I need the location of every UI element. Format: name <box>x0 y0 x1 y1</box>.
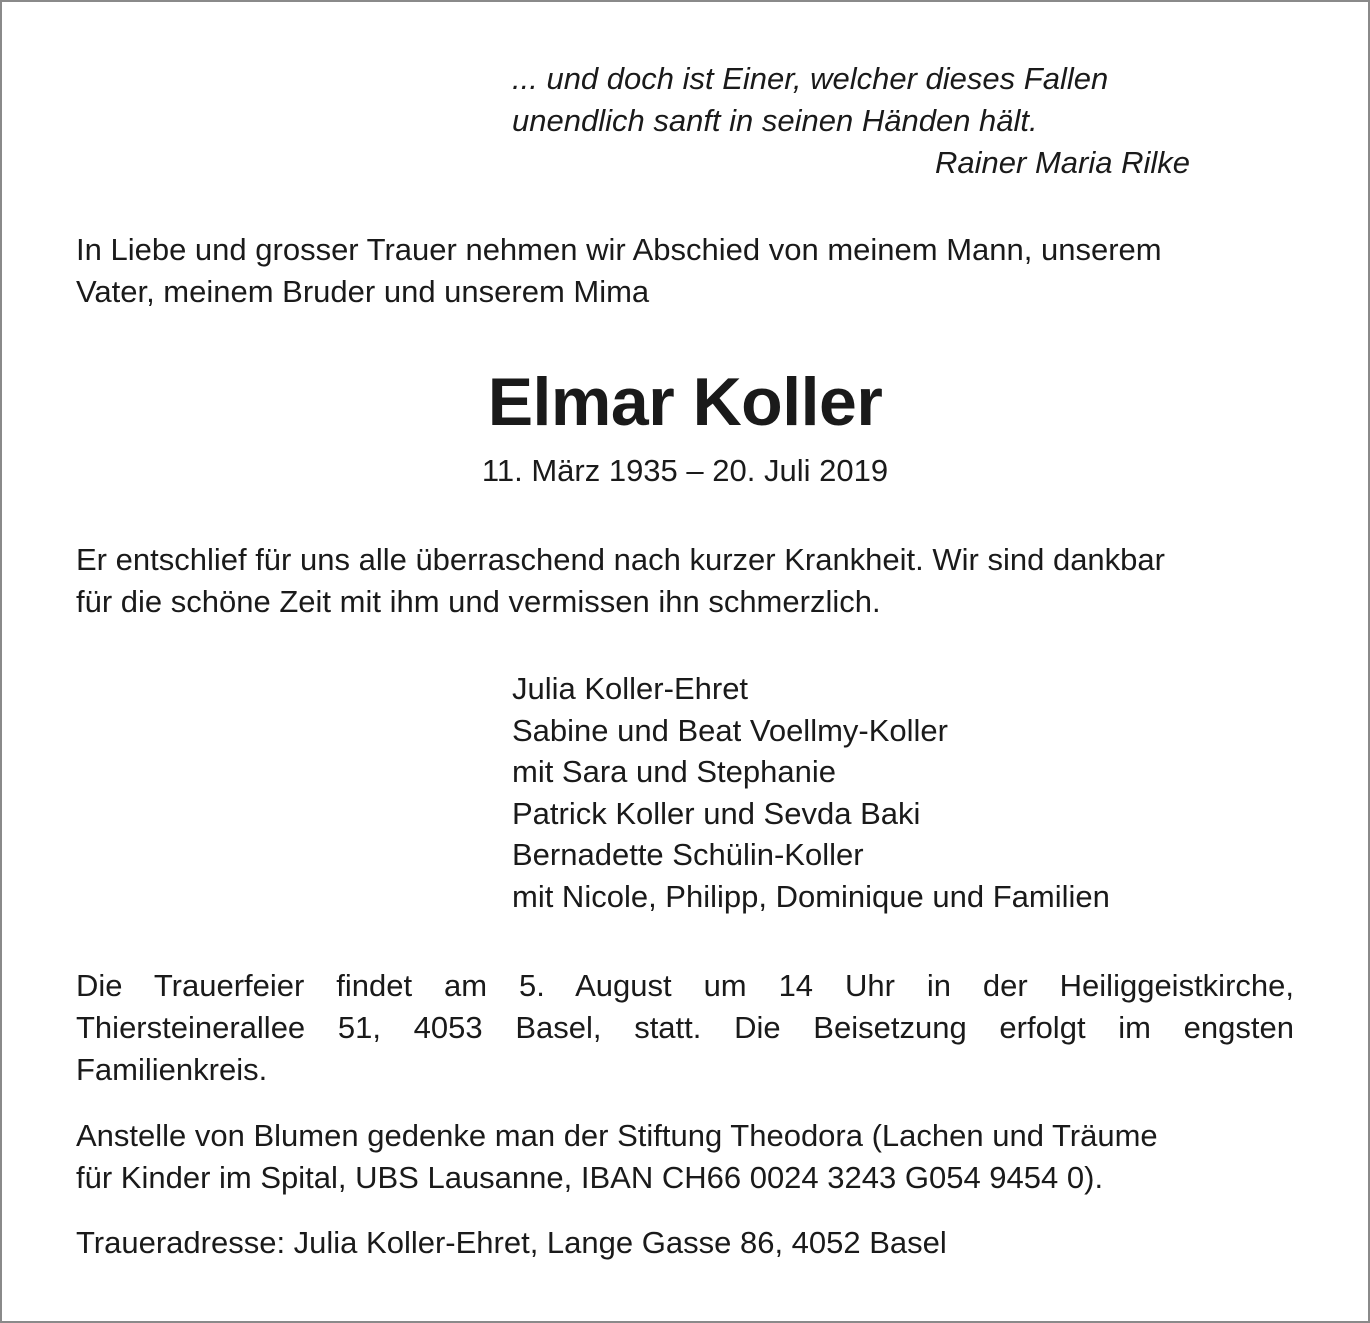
ceremony-line: Thiersteinerallee 51, 4053 Basel, statt. Die Beisetzung erfolgt im engsten <box>76 1010 1294 1045</box>
donation-line: für Kinder im Spital, UBS Lausanne, IBAN CH66 0024 3243 G054 9454 0). <box>76 1160 1104 1195</box>
quote-line: ... und doch ist Einer, welcher dieses Fallen <box>512 61 1109 96</box>
family-member: Bernadette Schülin-Koller <box>512 837 864 872</box>
family-member: mit Sara und Stephanie <box>512 754 836 789</box>
condolence-paragraph <box>76 539 1294 623</box>
intro-paragraph <box>76 229 1294 313</box>
condolence-line: für die schöne Zeit mit ihm und vermissen ihn schmerzlich. <box>76 584 881 619</box>
deceased-name: Elmar Koller <box>487 364 883 440</box>
family-list <box>512 668 1110 917</box>
ceremony-paragraph <box>76 965 1294 1091</box>
ceremony-line: Familienkreis. <box>76 1052 268 1087</box>
donation-line: Anstelle von Blumen gedenke man der Stiftung Theodora (Lachen und Träume <box>76 1118 1158 1153</box>
intro-line: In Liebe und grosser Trauer nehmen wir Abschied von meinem Mann, unserem <box>76 232 1162 267</box>
family-member: mit Nicole, Philipp, Dominique und Familien <box>512 878 1110 914</box>
intro-line: Vater, meinem Bruder und unserem Mima <box>76 274 650 309</box>
donation-paragraph <box>76 1115 1294 1199</box>
address-line: Traueradresse: Julia Koller-Ehret, Lange Gasse 86, 4052 Basel <box>76 1225 947 1260</box>
ceremony-line: Die Trauerfeier findet am 5. August um 14 Uhr in der Heiliggeistkirche, <box>76 968 1294 1003</box>
quote-line: unendlich sanft in seinen Händen hält. <box>512 103 1038 138</box>
mourning-address <box>76 1222 1294 1264</box>
family-member: Julia Koller-Ehret <box>512 671 749 706</box>
quote-author: Rainer Maria Rilke <box>935 145 1190 180</box>
condolence-line: Er entschlief für uns alle überraschend nach kurzer Krankheit. Wir sind dankbar <box>76 542 1165 577</box>
life-dates: 11. März 1935 – 20. Juli 2019 <box>481 453 889 488</box>
family-member: Sabine und Beat Voellmy-Koller <box>512 712 948 748</box>
rilke-quote <box>512 58 1190 184</box>
family-member: Patrick Koller und Sevda Baki <box>512 795 921 831</box>
